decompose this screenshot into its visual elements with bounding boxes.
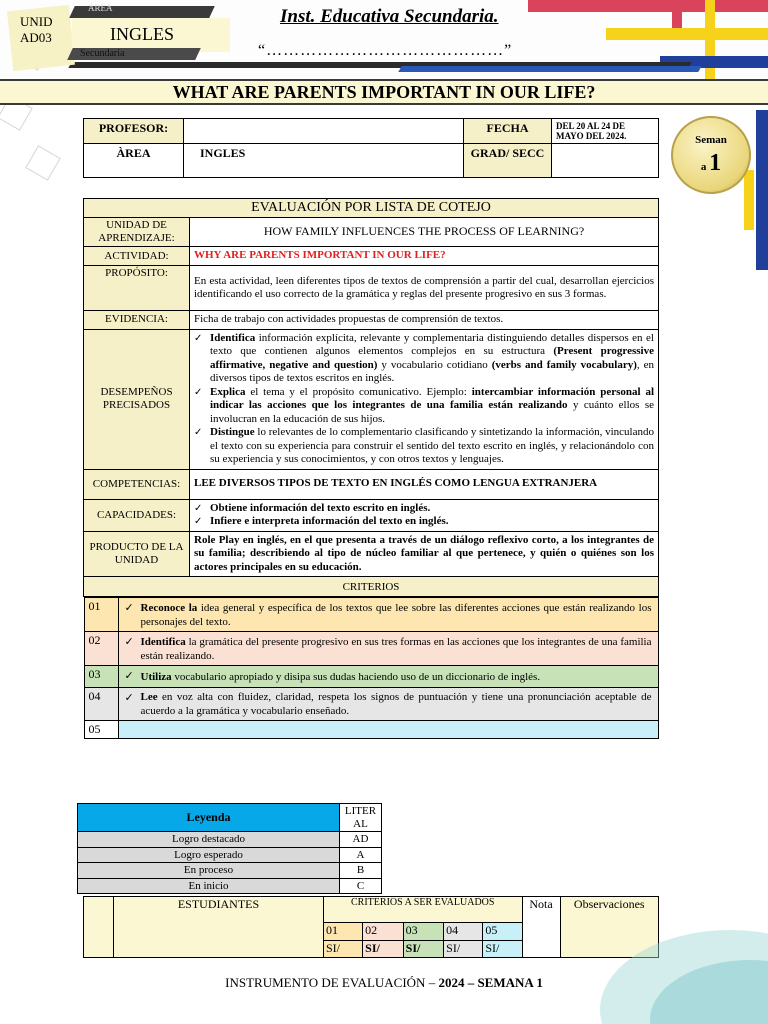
- semana-label: Seman: [695, 134, 727, 146]
- yellow-stripe-vertical: [705, 0, 715, 80]
- criterio-col-si: SI/: [444, 940, 483, 957]
- desempeno-item: ✓ Explica el tema y el propósito comunicativo. Ejemplo: intercambiar información personal al indicar las acciones que los integrantes de una familia están realizando y cuánto ellos se involucran en la educación de sus hijos.: [194, 385, 655, 425]
- criterio-text: ✓ Reconoce la idea general y específica de los textos que lee sobre las diferentes acciones que están realizando los personajes del texto.: [118, 598, 658, 632]
- check-icon: ✓: [194, 516, 203, 527]
- evaluation-header: EVALUACIÓN POR LISTA DE COTEJO: [84, 199, 659, 218]
- page-title: WHAT ARE PARENTS IMPORTANT IN OUR LIFE?: [172, 82, 596, 102]
- unidad-aprendizaje-label: UNIDAD DE APRENDIZAJE:: [84, 218, 190, 247]
- criterio-col-si: SI/: [403, 940, 444, 957]
- estudiantes-header: ESTUDIANTES: [114, 897, 324, 958]
- literal-header: LITER AL: [340, 804, 382, 832]
- legend-label: En proceso: [78, 863, 340, 879]
- producto-value: Role Play en inglés, en el que presenta a través de un diálogo reflexivo corto, a los integrantes de su familia; describiendo al tipo de núcleo familiar al que pertenece, y quién o quiénes son los actores principales en su educación.: [190, 531, 659, 577]
- criterio-col-number: 04: [444, 923, 483, 940]
- legend-label: Logro destacado: [78, 832, 340, 848]
- blue-side-stripe: [756, 110, 768, 270]
- legend-value: A: [340, 847, 382, 863]
- criterio-text: ✓ Lee en voz alta con fluidez, claridad, respeta los signos de puntuación y tiene una pronunciación aceptable de acuerdo a la gramática y vocabulario enseñado.: [118, 688, 658, 721]
- criterio-col-number: 02: [363, 923, 404, 940]
- check-icon: ✓: [124, 669, 134, 682]
- area-value: INGLES: [184, 144, 464, 178]
- criterio-col-si: SI/: [324, 940, 363, 957]
- criterios-header: CRITERIOS: [84, 577, 659, 597]
- unidad-aprendizaje-value: HOW FAMILY INFLUENCES THE PROCESS OF LEARNING?: [190, 218, 659, 247]
- criterio-text: ✓ Identifica la gramática del presente progresivo en sus tres formas en las acciones que los integrantes de una familia están realizando.: [118, 632, 658, 666]
- capacidad-item: ✓ Infiere e interpreta información del texto en inglés.: [194, 515, 449, 527]
- criterio-col-number: 05: [483, 923, 522, 940]
- producto-label: PRODUCTO DE LA UNIDAD: [84, 531, 190, 577]
- check-icon: ✓: [124, 635, 134, 648]
- desempeno-item: ✓ Identifica información explícita, relevante y complementaria distinguiendo detalles dispersos en el texto que contienen algunos elementos complejos en su estructura (Present progressive affirmative, negative and question) y vocabulario cotidiano (verbs and family vocabulary), en diversos tipos de textos escritos en inglés.: [194, 331, 654, 384]
- actividad-label: ACTIVIDAD:: [84, 247, 190, 266]
- red-stripe: [528, 0, 768, 12]
- check-icon: ✓: [194, 427, 203, 438]
- semana-number: 1: [709, 150, 722, 176]
- school-name-blank: “……………………………………”: [258, 42, 513, 59]
- subject-label: INGLES: [110, 24, 174, 44]
- competencias-value: LEE DIVERSOS TIPOS DE TEXTO EN INGLÉS COMO LENGUA EXTRANJERA: [190, 469, 659, 499]
- legend-value: AD: [340, 832, 382, 848]
- footer: [0, 975, 768, 991]
- criterio-number: 05: [84, 721, 118, 739]
- semana-badge: [671, 116, 751, 194]
- area-label: ÀREA: [84, 144, 184, 178]
- capacidades-list: [190, 499, 659, 531]
- check-icon: ✓: [124, 691, 134, 704]
- capacidad-item: ✓ Obtiene información del texto escrito en inglés.: [194, 501, 431, 514]
- semana-label-suffix: a: [700, 161, 707, 173]
- grado-label: GRAD/ SECC: [464, 144, 552, 178]
- evidencia-value: Ficha de trabajo con actividades propuestas de comprensión de textos.: [190, 311, 659, 330]
- desempenos-list: [190, 329, 659, 469]
- legend-header: Leyenda: [78, 804, 340, 832]
- legend-label: En inicio: [78, 878, 340, 894]
- unidad-label: UNID AD03: [20, 14, 53, 45]
- proposito-label: PROPÓSITO:: [84, 266, 190, 311]
- nota-header: Nota: [522, 897, 560, 958]
- info-table: [83, 118, 659, 178]
- check-icon: ✓: [194, 502, 203, 514]
- blue-diagonal-stripe: [398, 66, 701, 72]
- legend-value: C: [340, 878, 382, 894]
- criterio-text: ✓ Utiliza vocabulario apropiado y disipa sus dudas haciendo uso de un diccionario de inglés.: [118, 666, 658, 688]
- hexagon-decoration: [25, 145, 61, 181]
- legend-label: Logro esperado: [78, 847, 340, 863]
- profesor-field[interactable]: [184, 119, 464, 144]
- actividad-value: WHY ARE PARENTS IMPORTANT IN OUR LIFE?: [190, 247, 659, 266]
- capacidades-label: CAPACIDADES:: [84, 499, 190, 531]
- yellow-side-stripe: [744, 170, 754, 230]
- fecha-value: DEL 20 AL 24 DE MAYO DEL 2024.: [552, 119, 659, 144]
- fecha-label: FECHA: [464, 119, 552, 144]
- school-name: Inst. Educativa Secundaria.: [280, 6, 499, 27]
- evaluation-table: [83, 198, 659, 739]
- footer-bold: 2024 – SEMANA 1: [438, 975, 543, 990]
- criterios-evaluados-header: CRITERIOS A SER EVALUADOS: [324, 897, 523, 923]
- criterio-text-empty[interactable]: [118, 721, 658, 739]
- grado-field[interactable]: [552, 144, 659, 178]
- criterio-number: 03: [84, 666, 118, 688]
- criterio-number: 04: [84, 688, 118, 721]
- competencias-label: COMPETENCIAS:: [84, 469, 190, 499]
- legend-table: [77, 803, 382, 894]
- students-table: [83, 896, 659, 958]
- check-icon: ✓: [194, 386, 203, 398]
- desempenos-label: DESEMPEÑOS PRECISADOS: [84, 329, 190, 469]
- footer-prefix: INSTRUMENTO DE EVALUACIÓN –: [225, 975, 439, 990]
- check-icon: ✓: [124, 601, 134, 614]
- proposito-value: En esta actividad, leen diferentes tipos de textos de comprensión a partir del cual, desarrollan ejercicios identificando el uso correcto de la gramática y reglas del presente progresivo en sus 3 formas.: [190, 266, 659, 311]
- profesor-label: PROFESOR:: [84, 119, 184, 144]
- legend-value: B: [340, 863, 382, 879]
- desempeno-item: ✓ Distingue lo relevantes de lo complementario clasificando y sintetizando la información, vinculando el texto con su experiencia para construir el sentido del texto escrito en inglés, y relacionándolo con su experiencia y sus conocimientos, y con otros textos y lenguajes.: [194, 426, 654, 465]
- criterio-col-number: 01: [324, 923, 363, 940]
- criterios-table: [84, 597, 659, 739]
- criterio-col-si: SI/: [363, 940, 404, 957]
- yellow-stripe: [606, 28, 768, 40]
- level-label: Secundaria: [80, 48, 125, 59]
- semana-number-line: [673, 150, 749, 177]
- student-number-column: [84, 897, 114, 958]
- check-icon: ✓: [194, 332, 203, 344]
- area-tab-label: ÁREA: [88, 3, 113, 13]
- observaciones-header: Observaciones: [560, 897, 659, 958]
- evidencia-label: EVIDENCIA:: [84, 311, 190, 330]
- criterio-number: 01: [84, 598, 118, 632]
- criterio-number: 02: [84, 632, 118, 666]
- criterio-col-number: 03: [403, 923, 444, 940]
- criterio-col-si: SI/: [483, 940, 522, 957]
